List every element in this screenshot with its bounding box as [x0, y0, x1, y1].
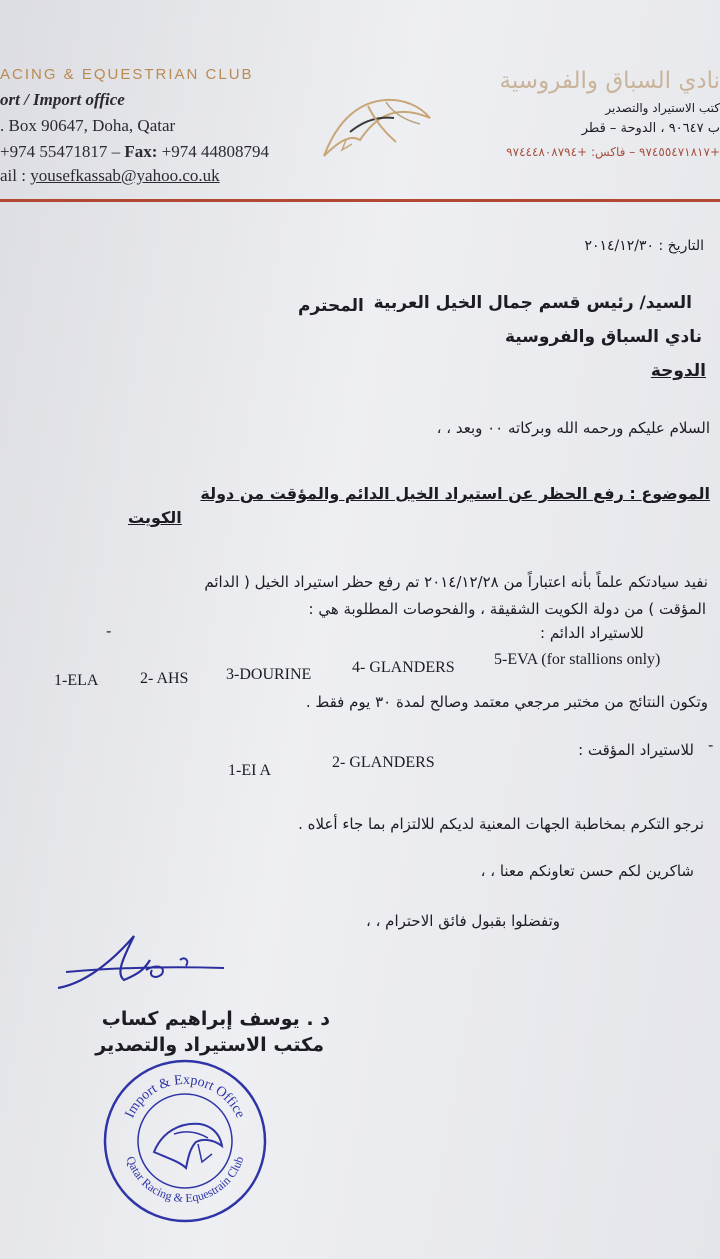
temporary-label: للاستيراد المؤقت :: [578, 741, 694, 759]
email-line: [0, 166, 220, 186]
permanent-bullet: -: [106, 622, 112, 640]
stamp-bottom-text: Qatar Racing & Equestrain Club: [123, 1154, 247, 1206]
test-ela: 1-ELA: [54, 672, 99, 689]
subject-line: [200, 484, 710, 503]
permanent-label: للاستيراد الدائم :: [540, 624, 644, 642]
club-name-ar: نادي السباق والفروسية: [499, 68, 720, 94]
po-box-ar: ب ٩٠٦٤٧ ، الدوحة – قطر: [581, 121, 720, 136]
body-line-1: نفيد سيادتكم علماً بأنه اعتباراً من ٢٠١٤/١٢/٢٨ تم رفع حظر استيراد الخيل ( الدائم: [204, 573, 708, 591]
recipient-org: نادي السباق والفروسية: [504, 327, 702, 347]
subject-text: الموضوع : رفع الحظر عن استيراد الخيل الدائم والمؤقت من دولة: [200, 484, 710, 503]
results-note: وتكون النتائج من مختبر مرجعي معتمد وصالح لمدة ٣٠ يوم فقط .: [305, 693, 708, 711]
greeting: السلام عليكم ورحمه الله وبركاته ٠٠ وبعد ، ،: [436, 419, 710, 437]
thanks-line: شاكرين لكم حسن تعاونكم معنا ، ،: [480, 862, 694, 880]
phone-fax-en: [0, 142, 269, 162]
signatory-name: د . يوسف إبراهيم كساب: [101, 1008, 330, 1030]
recipient-honorific: المحترم: [298, 296, 364, 316]
temporary-bullet: -: [708, 736, 714, 754]
signatory-office: مكتب الاستيراد والتصدير: [95, 1034, 324, 1056]
test-ahs: 2- AHS: [140, 670, 189, 687]
email-link[interactable]: yousefkassab@yahoo.co.uk: [30, 166, 220, 185]
temp-test-glanders: 2- GLANDERS: [332, 754, 435, 771]
stamp-top-text: Import & Export Office: [122, 1072, 248, 1121]
subject-continued: الكويت: [128, 508, 182, 527]
temp-test-eia: 1-EI A: [228, 762, 272, 779]
test-eva: 5-EVA (for stallions only): [494, 651, 661, 668]
recipient-title: السيد/ رئيس قسم جمال الخيل العربية: [373, 293, 692, 313]
office-stamp: [102, 1058, 268, 1224]
closing-line: وتفضلوا بقبول فائق الاحترام ، ،: [365, 912, 560, 930]
recipient-city: الدوحة: [650, 361, 706, 381]
horse-logo-icon: [316, 84, 434, 166]
body-line-2: المؤقت ) من دولة الكويت الشقيقة ، والفحوصات المطلوبة هي :: [308, 600, 706, 618]
po-box-en: . Box 90647, Doha, Qatar: [0, 116, 176, 135]
test-dourine: 3-DOURINE: [226, 666, 312, 683]
handwritten-signature: [52, 930, 242, 998]
test-glanders: 4- GLANDERS: [352, 659, 455, 676]
office-name-en: ort / Import office: [0, 90, 125, 109]
phone-en: +974 55471817 –: [0, 142, 125, 161]
club-name-en: ACING & EQUESTRIAN CLUB: [0, 66, 254, 83]
phone-fax-ar: +٩٧٤٥٥٤٧١٨١٧ – فاكس: +٩٧٤٤٤٨٠٨٧٩٤: [506, 145, 720, 159]
request-line: نرجو التكرم بمخاطبة الجهات المعنية لديكم للالتزام بما جاء أعلاه .: [298, 815, 704, 833]
fax-en: +974 44808794: [157, 142, 269, 161]
fax-label-en: Fax:: [124, 142, 158, 161]
letter-date: التاريخ : ٢٠١٤/١٢/٣٠: [584, 238, 704, 254]
email-label: ail :: [0, 166, 31, 185]
office-name-ar: كتب الاستيراد والتصدير: [605, 101, 720, 115]
letterhead-divider: [0, 199, 720, 202]
